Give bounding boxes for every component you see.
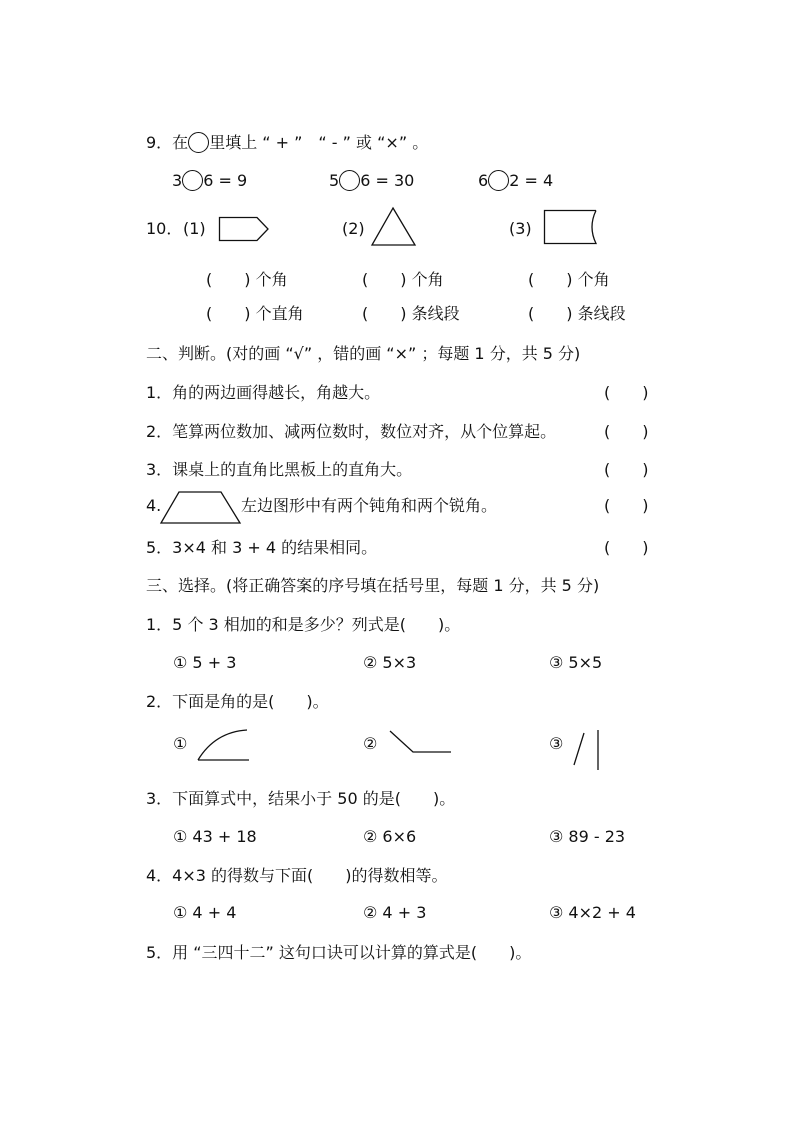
q10-answer-3-1: ( ) 个角	[528, 270, 610, 289]
answer-paren[interactable]: ( )	[604, 496, 649, 515]
q9-prompt-after: 里填上 “ + ” “ - ” 或 “×” 。	[209, 133, 429, 152]
choice-q1-option-2[interactable]: ② 5×3	[363, 653, 417, 672]
q9-prompt	[146, 133, 428, 153]
choice-q2-option-1[interactable]: ①	[173, 734, 188, 753]
q10-answer-1-2: ( ) 个直角	[206, 304, 304, 323]
blank-circle[interactable]	[488, 170, 509, 191]
choice-q3-option-2[interactable]: ② 6×6	[363, 827, 417, 846]
choice-q3: 3．下面算式中，结果小于 50 的是( )。	[146, 789, 456, 808]
choice-q5: 5．用 “三四十二” 这句口诀可以计算的算式是( )。	[146, 943, 532, 962]
judge-item-1: 1．角的两边画得越长，角越大。	[146, 383, 381, 402]
choice-q2-option-3[interactable]: ③	[549, 734, 564, 753]
operand-result: 2 = 4	[509, 171, 554, 190]
blank-circle[interactable]	[182, 170, 203, 191]
choice-q2: 2．下面是角的是( )。	[146, 692, 329, 711]
section3-title: 三、选择。(将正确答案的序号填在括号里，每题 1 分，共 5 分)	[146, 576, 600, 595]
blank-circle[interactable]	[339, 170, 360, 191]
choice-q1-option-3[interactable]: ③ 5×5	[549, 653, 603, 672]
q10-label-3: (3)	[509, 219, 532, 238]
curved-rectangle-shape-icon	[544, 210, 600, 246]
pentagon-shape-icon	[219, 217, 271, 243]
judge-item-2: 2．笔算两位数加、减两位数时，数位对齐，从个位算起。	[146, 422, 557, 441]
choice-q1: 1．5 个 3 相加的和是多少？列式是( )。	[146, 615, 461, 634]
q10-number: 10．	[146, 219, 183, 238]
operand: 3	[172, 171, 183, 190]
q10-answer-3-2: ( ) 条线段	[528, 304, 626, 323]
choice-q3-option-1[interactable]: ① 43 + 18	[173, 827, 257, 846]
choice-q4-option-3[interactable]: ③ 4×2 + 4	[549, 903, 636, 922]
operand: 6	[478, 171, 489, 190]
judge-item-4: 左边图形中有两个钝角和两个锐角。	[241, 496, 498, 515]
blank-circle[interactable]	[188, 132, 209, 153]
q10-answer-1-1: ( ) 个角	[206, 270, 288, 289]
choice-q4-option-2[interactable]: ② 4 + 3	[363, 903, 427, 922]
judge-item-4-number: 4.	[146, 496, 162, 515]
triangle-shape-icon	[371, 207, 417, 247]
judge-item-3: 3．课桌上的直角比黑板上的直角大。	[146, 460, 413, 479]
section2-title: 二、判断。(对的画 “√” ，错的画 “×” ；每题 1 分，共 5 分)	[146, 344, 581, 363]
judge-item-5: 5．3×4 和 3 + 4 的结果相同。	[146, 538, 378, 557]
answer-paren[interactable]: ( )	[604, 422, 649, 441]
choice-q2-option-2[interactable]: ②	[363, 734, 378, 753]
choice-q4-option-1[interactable]: ① 4 + 4	[173, 903, 237, 922]
q10-answer-2-1: ( ) 个角	[362, 270, 444, 289]
q9-item-1	[172, 171, 247, 191]
answer-paren[interactable]: ( )	[604, 383, 649, 402]
q10-label-2: (2)	[342, 219, 365, 238]
trapezoid-shape-icon	[160, 491, 242, 525]
q9-prompt-before: 9．在	[146, 133, 189, 152]
answer-paren[interactable]: ( )	[604, 460, 649, 479]
operand: 5	[329, 171, 340, 190]
two-lines-shape-icon	[572, 729, 602, 771]
operand-result: 6 = 9	[203, 171, 248, 190]
choice-q4: 4．4×3 的得数与下面( )的得数相等。	[146, 866, 448, 885]
q9-item-2	[329, 171, 414, 191]
choice-q1-option-1[interactable]: ① 5 + 3	[173, 653, 237, 672]
q10-label-1: (1)	[183, 219, 206, 238]
answer-paren[interactable]: ( )	[604, 538, 649, 557]
q10-answer-2-2: ( ) 条线段	[362, 304, 460, 323]
curve-shape-icon	[197, 729, 251, 761]
operand-result: 6 = 30	[360, 171, 415, 190]
bent-line-shape-icon	[389, 730, 453, 754]
q9-item-3	[478, 171, 553, 191]
choice-q3-option-3[interactable]: ③ 89 - 23	[549, 827, 626, 846]
